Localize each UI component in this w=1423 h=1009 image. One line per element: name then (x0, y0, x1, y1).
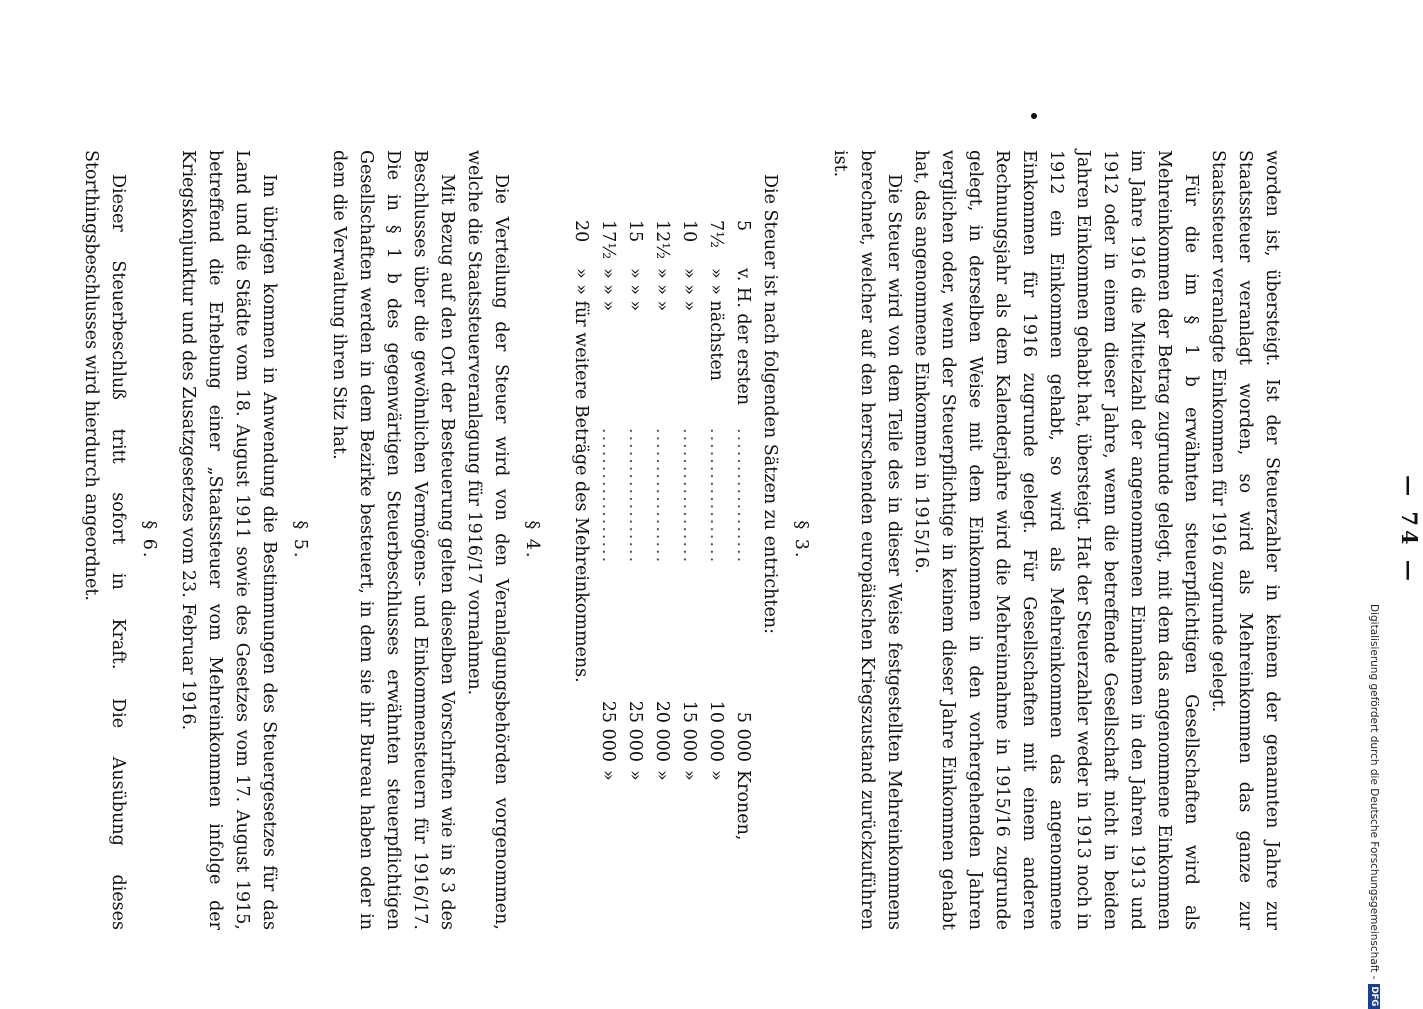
section-3-heading: § 3. (791, 520, 811, 560)
rate-leader-dots: .................. (625, 428, 645, 565)
rate-unit: » (625, 770, 645, 781)
digitization-credit (1368, 604, 1380, 1009)
paragraph-kriegszustand: Die Steuer wird von dem Teile des in dieser Weise festgestellten Mehreinkommens berechnet, welcher auf den herrschenden europäischen Kriegszustand zurückzuführen ist. (830, 150, 904, 930)
rate-label: » » nächsten (706, 268, 726, 381)
rate-leader-dots: .................. (598, 428, 618, 565)
page-number: — 74 — (1397, 475, 1422, 585)
credit-text: Digitalisierung gefördert durch die Deutsche Forschungsgemeinschaft - (1368, 604, 1380, 980)
rate-unit: Kronen, (733, 770, 753, 841)
rate-percent: 20 (571, 220, 591, 243)
rate-leader-dots: .................. (679, 428, 699, 565)
rate-unit: » (706, 770, 726, 781)
rate-label: » » » (679, 268, 699, 312)
rate-percent: 12½ (652, 220, 672, 260)
paragraph-continuation: worden ist, übersteigt. Ist der Steuerzahler in keinem der genannten Jahre zur Staatssteuer veranlagt worden, so wird als Mehreinkommen das ganze zur Staatssteuer veranlagte Einkommen für 1916 zugrunde gelegt. (1208, 150, 1282, 930)
rate-percent: 7½ (706, 220, 726, 249)
tax-rate-row-final (567, 220, 594, 850)
rate-leader-dots: .................. (733, 428, 753, 565)
section-4-paragraph: Mit Bezug auf den Ort der Besteuerung gelten dieselben Vorschriften wie in § 3 des Beschlusses über die gewöhnlichen Vermögens- und Einkommensteuern für 1916/17. Die in § 1 b des gegenwärtigen Steuerbeschlusses erwähnten steuerpflichtigen Gesellschaften werden in dem Bezirke besteuert, in dem sie ihr Bureau haben oder in dem die Verwaltung ihren Sitz hat. (329, 150, 457, 930)
rate-unit: » (598, 770, 618, 781)
rate-leader-dots: .................. (652, 428, 672, 565)
rate-amount: 15 000 (679, 700, 699, 762)
rate-leader-dots: .................. (706, 428, 726, 565)
rate-amount: 25 000 (625, 700, 645, 762)
page-content (77, 150, 1285, 930)
tax-rate-table (567, 220, 756, 850)
rate-percent: 15 (625, 220, 645, 243)
section-6-paragraph: Dieser Steuerbeschluß tritt sofort in Kraft. Die Ausübung dieses Storthingsbeschlusses wird hierdurch angeordnet. (81, 150, 128, 930)
section-6-heading: § 6. (139, 520, 159, 560)
rate-amount: 20 000 (652, 700, 672, 762)
tax-rate-row (675, 220, 702, 850)
tax-rate-row (729, 220, 756, 850)
rate-percent: 10 (679, 220, 699, 243)
tax-rate-row (594, 220, 621, 850)
section-5-heading: § 5. (290, 520, 310, 560)
rate-label: » » » (625, 268, 645, 312)
rate-amount: 10 000 (706, 700, 726, 762)
tax-rate-row (621, 220, 648, 850)
rate-label: » » » (652, 268, 672, 312)
section-4-heading: § 4. (522, 520, 542, 560)
rate-label: v. H. der ersten (733, 268, 753, 406)
rate-amount: 25 000 (598, 700, 618, 762)
tax-rate-row (702, 220, 729, 850)
rate-percent: 17½ (598, 220, 618, 260)
rate-unit: » (652, 770, 672, 781)
rate-unit: » (679, 770, 699, 781)
scan-speck (1031, 113, 1037, 119)
dfg-logo: DFG (1368, 984, 1380, 1009)
rate-label: » » » (598, 268, 618, 312)
section-5-paragraph: Im übrigen kommen in Anwendung die Bestimmungen des Steuergesetzes für das Land und die Städte vom 18. August 1911 sowie des Gesetzes vom 17. August 1915, betreffend die Erhebung einer „Staatssteuer vom Mehreinkommen infolge der Kriegskonjunktur und des Zusatzgesetzes vom 23. Februar 1916. (178, 150, 279, 930)
tax-rate-row (648, 220, 675, 850)
paragraph-gesellschaften: Für die im § 1 b erwähnten steuerpflichtigen Gesellschaften wird als Mehreinkommen der Betrag zugrunde gelegt, mit dem das angenommene Einkommen im Jahre 1916 die Mittelzahl der angenommenen Einnahmen in den Jahren 1913 und 1912 oder in einem dieser Jahre, wenn die betreffende Gesellschaft nicht in beiden Jahren Einkommen gehabt hat, übersteigt. Hat der Steuerzahler weder in 1913 noch in 1912 ein Einkommen gehabt, so wird als Mehreinkommen das angenommene Einkommen für 1916 zugrunde gelegt. Für Gesellschaften mit einem anderen Rechnungsjahr als dem Kalenderjahre wird die Mehreinnahme in 1915/16 zugrunde gelegt, in derselben Weise mit dem Einkommen in den vorhergehenden Jahren verglichen oder, wenn der Steuerpflichtige in keinem dieser Jahre Einkommen gehabt hat, das angenommene Einkommen in 1915/16. (911, 150, 1201, 930)
rate-percent: 5 (733, 220, 753, 232)
section-4-paragraph: Die Verteilung der Steuer wird von den Veranlagungsbehörden vorgenommen, welche die Staatssteuerveranlagung für 1916/17 vornahmen. (464, 150, 511, 930)
rate-amount: 5 000 (733, 711, 753, 762)
section-3-intro: Die Steuer ist nach folgenden Sätzen zu entrichten: (760, 174, 780, 634)
rate-final-text: » » für weitere Beträge des Mehreinkommens. (571, 268, 591, 683)
